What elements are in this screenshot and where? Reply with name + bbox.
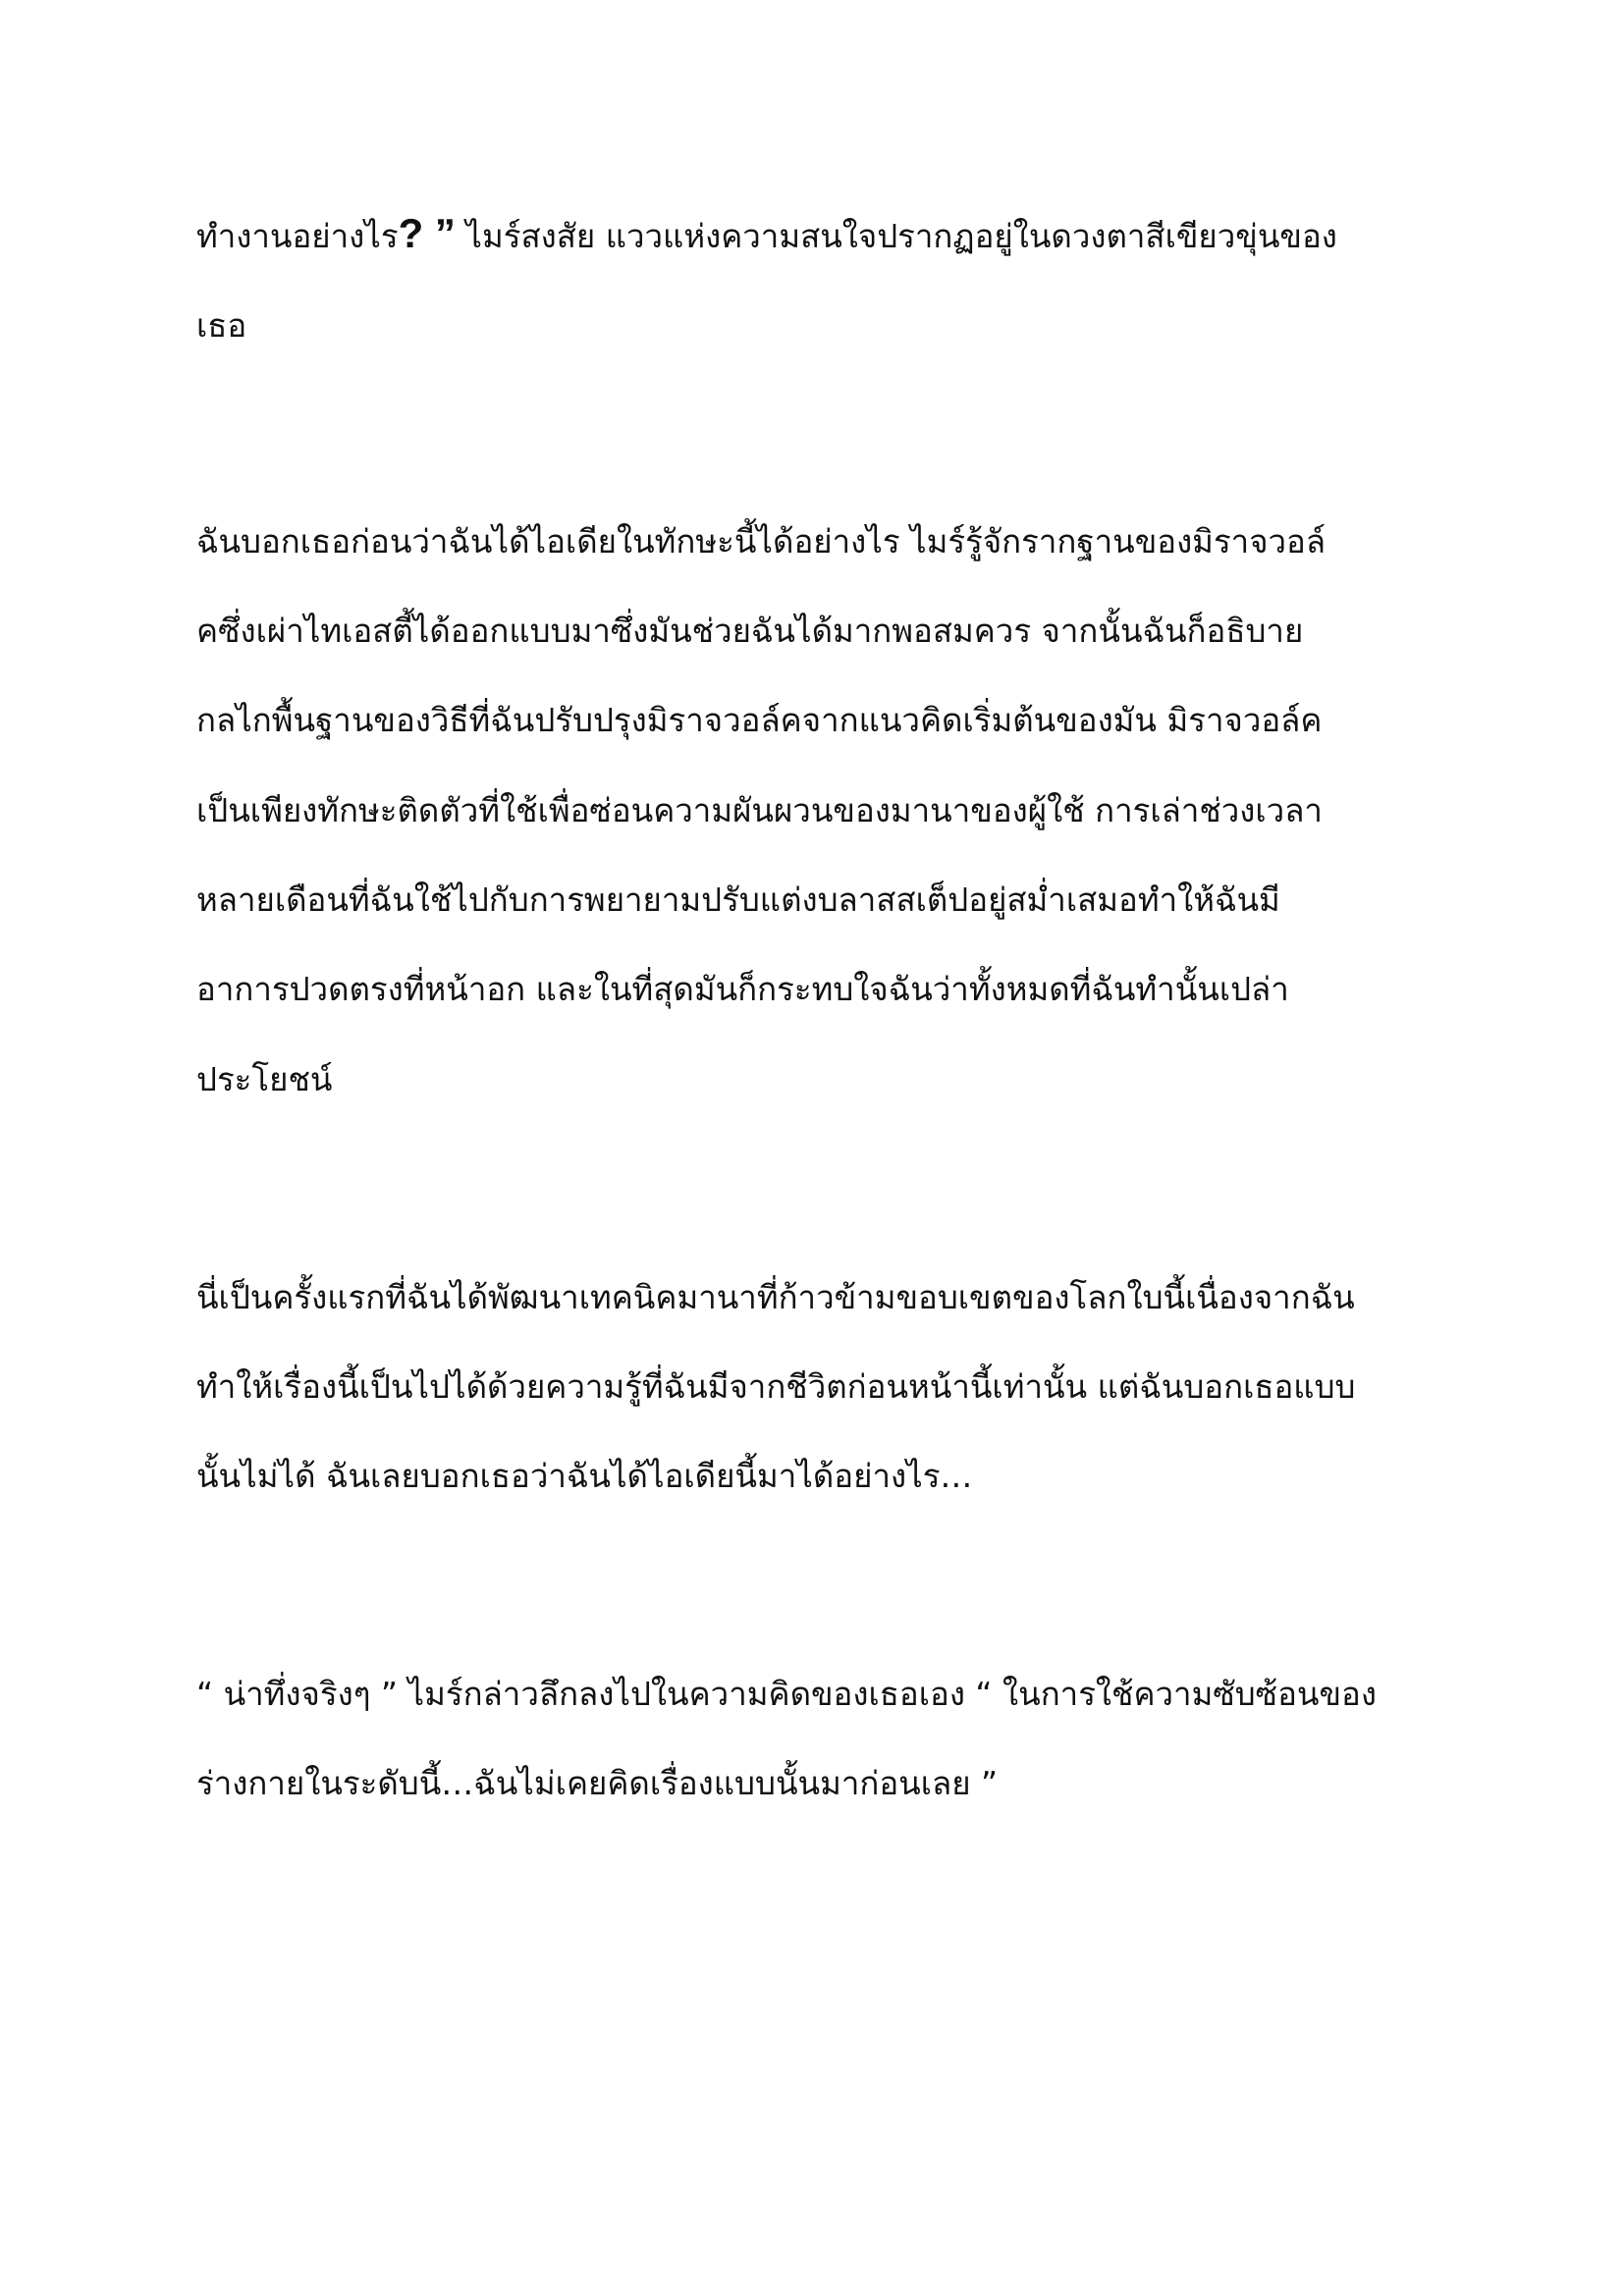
paragraph-4-line-2: ร่างกายในระดับนี้…ฉันไม่เคยคิดเรื่องแบบนั้นมาก่อนเลย ” [196, 1764, 999, 1802]
paragraph-1-line-1-end: ไมร์สงสัย แววแห่งความสนใจปรากฏอยู่ในดวงตาสีเขียวขุ่นของ [455, 217, 1337, 255]
paragraph-2-line-3: กลไกพื้นฐานของวิธีที่ฉันปรับปรุงมิราจวอล์คจากแนวคิดเริ่มต้นของมัน มิราจวอล์ค [196, 701, 1323, 739]
paragraph-2-line-4: เป็นเพียงทักษะติดตัวที่ใช้เพื่อซ่อนความผันผวนของมานาของผู้ใช้ การเล่าช่วงเวลา [196, 791, 1323, 829]
paragraph-2-line-2: คซึ่งเผ่าไทเอสตี้ได้ออกแบบมาซึ่งมันช่วยฉันได้มากพอสมควร จากนั้นฉันก็อธิบาย [196, 612, 1304, 650]
paragraph-3-line-1: นี่เป็นครั้งแรกที่ฉันได้พัฒนาเทคนิคมานาที่ก้าวข้ามขอบเขตของโลกใบนี้เนื่องจากฉัน [196, 1278, 1355, 1316]
paragraph-3-line-3: นั้นไม่ได้ ฉันเลยบอกเธอว่าฉันได้ไอเดียนี้มาได้อย่างไร… [196, 1457, 973, 1495]
paragraph-2-line-6: อาการปวดตรงที่หน้าอก และในที่สุดมันก็กระทบใจฉันว่าทั้งหมดที่ฉันทำนั้นเปล่า [196, 970, 1289, 1008]
paragraph-1-line-1 [196, 212, 1337, 258]
paragraph-2-line-5: หลายเดือนที่ฉันใช้ไปกับการพยายามปรับแต่งบลาสสเต็ปอยู่สม่ำเสมอทำให้ฉันมี [196, 881, 1280, 919]
question-close-quote: ? ” [398, 210, 456, 256]
paragraph-2-line-1: ฉันบอกเธอก่อนว่าฉันได้ไอเดียในทักษะนี้ได้อย่างไร ไมร์รู้จักรากฐานของมิราจวอล์ [196, 522, 1326, 561]
paragraph-3-line-2: ทำให้เรื่องนี้เป็นไปได้ด้วยความรู้ที่ฉันมีจากชีวิตก่อนหน้านี้เท่านั้น แต่ฉันบอกเธอแบบ [196, 1367, 1356, 1406]
paragraph-1-line-2: เธอ [196, 306, 247, 345]
paragraph-2-line-7: ประโยชน์ [196, 1060, 333, 1098]
paragraph-1-line-1-start: ทำงานอย่างไร [196, 217, 399, 255]
paragraph-4-line-1: “ น่าทึ่งจริงๆ ” ไมร์กล่าวลึกลงไปในความคิดของเธอเอง “ ในการใช้ความซับซ้อนของ [196, 1675, 1377, 1713]
